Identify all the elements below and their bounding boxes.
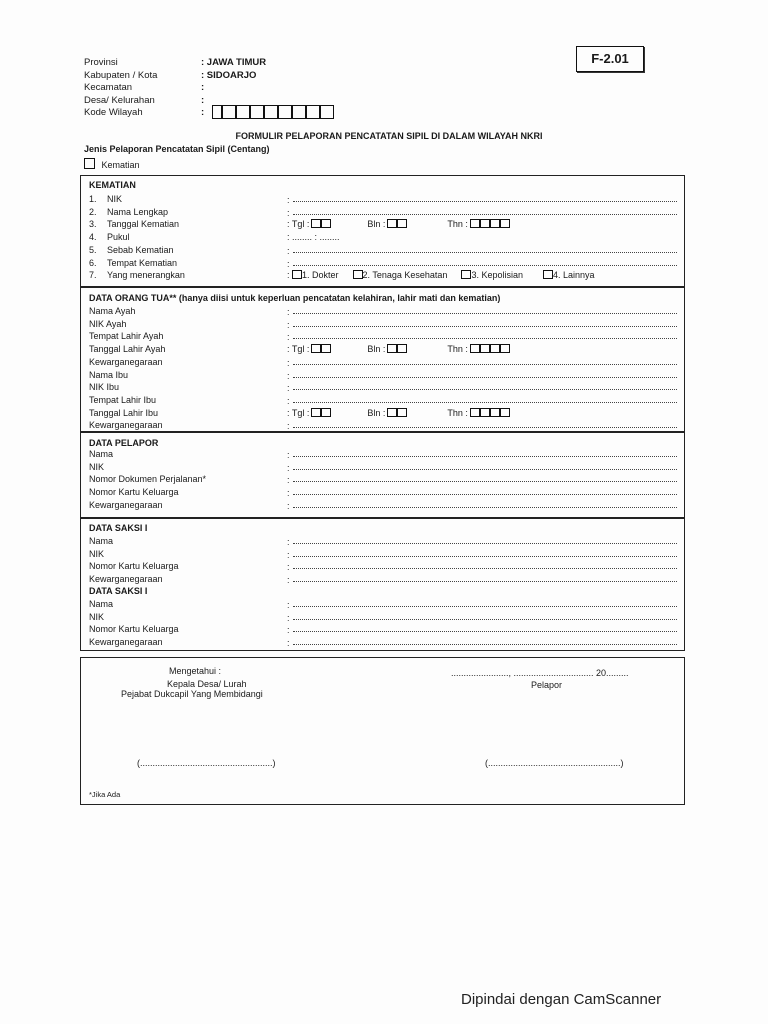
field-value[interactable]: :	[287, 206, 677, 220]
field-label: Kewarganegaraan	[89, 574, 163, 585]
field-label-text: Yang menerangkan	[107, 270, 185, 281]
field-label	[89, 257, 177, 270]
option-checkbox[interactable]	[461, 270, 471, 279]
bln-label: Bln :	[367, 407, 386, 418]
field-value[interactable]: :	[287, 535, 677, 549]
field-label: Kewarganegaraan	[89, 420, 163, 431]
kematian-checkbox[interactable]	[84, 158, 95, 169]
field-label: NIK	[89, 611, 105, 622]
kematian-checkbox-row[interactable]	[84, 158, 140, 170]
label-kode-wilayah: Kode Wilayah	[84, 107, 143, 118]
field-value[interactable]: :	[287, 448, 677, 462]
kode-wilayah-digit-box[interactable]	[292, 105, 306, 119]
fill-line[interactable]	[293, 369, 677, 378]
label-provinsi: Provinsi	[84, 57, 118, 68]
fill-line[interactable]	[293, 535, 677, 544]
fill-line[interactable]	[293, 598, 677, 607]
thn-boxes[interactable]	[470, 344, 510, 354]
fill-line[interactable]	[293, 381, 677, 390]
fill-line[interactable]	[293, 244, 677, 253]
field-label: NIK Ibu	[89, 382, 120, 393]
fill-line[interactable]	[293, 330, 677, 339]
kepala-desa-label: Kepala Desa/ Lurah	[167, 679, 247, 689]
field-label: Nomor Dokumen Perjalanan*	[89, 474, 207, 485]
value-desa: :	[201, 94, 205, 106]
tgl-label: : Tgl :	[287, 219, 310, 230]
field-label-text: Pukul	[107, 232, 130, 243]
field-value[interactable]	[287, 407, 510, 420]
kode-wilayah-digit-box[interactable]	[250, 105, 264, 119]
field-value[interactable]: :	[287, 330, 677, 344]
field-value[interactable]: :	[287, 257, 677, 271]
field-label	[89, 218, 179, 231]
option-label: 1. Dokter	[302, 270, 339, 281]
digit-box[interactable]	[387, 344, 397, 353]
jenis-pelaporan-label: Jenis Pelaporan Pencatatan Sipil (Centang)	[84, 144, 270, 154]
value-kabupaten: : SIDOARJO	[201, 69, 257, 81]
field-value[interactable]: :	[287, 573, 677, 587]
field-value[interactable]: : 1. Dokter 2. Tenaga Kesehatan 3. Kepolisian 4. Lainnya	[287, 270, 595, 281]
fill-line[interactable]	[293, 461, 677, 470]
fill-line[interactable]	[293, 356, 677, 365]
field-value[interactable]: :	[287, 461, 677, 475]
section-title: DATA ORANG TUA** (hanya diisi untuk keperluan pencatatan kelahiran, lahir mati dan kematian)	[89, 293, 501, 303]
field-value[interactable]: :	[287, 636, 677, 650]
digit-box[interactable]	[321, 408, 331, 417]
digit-box[interactable]	[397, 408, 407, 417]
field-number: 3.	[89, 219, 97, 230]
form-code: F-2.01	[576, 46, 644, 72]
field-value[interactable]: : ........ : ........	[287, 232, 340, 243]
thn-label: Thn :	[447, 344, 468, 355]
digit-box[interactable]	[470, 408, 480, 417]
thn-boxes[interactable]	[470, 408, 510, 418]
bln-boxes[interactable]	[387, 408, 407, 418]
field-label: Nomor Kartu Keluarga	[89, 561, 179, 572]
fill-line[interactable]	[293, 257, 677, 266]
fill-line[interactable]	[293, 394, 677, 403]
field-value[interactable]: :	[287, 499, 677, 513]
digit-box[interactable]	[500, 408, 510, 417]
option-label: 4. Lainnya	[553, 270, 595, 281]
digit-box[interactable]	[480, 408, 490, 417]
field-label: Nomor Kartu Keluarga	[89, 624, 179, 635]
date-line[interactable]: ......................., ................................ 20.........	[451, 668, 629, 678]
option-label: 3. Kepolisian	[471, 270, 523, 281]
left-signature-line[interactable]: (.....................................................)	[137, 758, 276, 768]
field-value[interactable]	[287, 343, 510, 356]
label-desa: Desa/ Kelurahan	[84, 94, 155, 106]
field-label-text: Tempat Kematian	[107, 257, 178, 268]
digit-box[interactable]	[480, 219, 490, 228]
label-kecamatan: Kecamatan	[84, 82, 133, 93]
fill-line[interactable]	[293, 548, 677, 557]
option-checkbox[interactable]	[353, 270, 363, 279]
fill-line[interactable]	[293, 473, 677, 482]
kode-wilayah-digit-box[interactable]	[264, 105, 278, 119]
field-label: Nama	[89, 599, 114, 609]
digit-box[interactable]	[490, 219, 500, 228]
fill-line[interactable]	[293, 636, 677, 645]
digit-box[interactable]	[321, 344, 331, 353]
thn-boxes[interactable]	[470, 219, 510, 229]
section-title: KEMATIAN	[89, 180, 136, 190]
option-label: 2. Tenaga Kesehatan	[362, 270, 448, 281]
digit-box[interactable]	[500, 344, 510, 353]
section-title-2: DATA SAKSI I	[89, 586, 148, 596]
fill-line[interactable]	[293, 486, 677, 495]
digit-box[interactable]	[480, 344, 490, 353]
kode-wilayah-digit-box[interactable]	[320, 105, 334, 119]
field-label	[89, 193, 122, 206]
field-value[interactable]: :	[287, 623, 677, 637]
footnote: *Jika Ada	[89, 790, 121, 799]
bln-label: Bln :	[367, 344, 386, 355]
tgl-boxes[interactable]	[311, 344, 331, 354]
kode-wilayah-digit-box[interactable]	[306, 105, 320, 119]
fill-line[interactable]	[293, 611, 677, 620]
thn-label: Thn :	[447, 407, 468, 418]
right-signature-line[interactable]: (.....................................................)	[485, 758, 624, 768]
field-label-text: NIK	[107, 194, 123, 204]
field-value[interactable]: :	[287, 560, 677, 574]
field-label	[89, 231, 130, 244]
section-kematian	[80, 175, 685, 287]
fill-line[interactable]	[293, 499, 677, 508]
section-title: DATA SAKSI I	[89, 523, 148, 533]
digit-box[interactable]	[311, 344, 321, 353]
field-value[interactable]: :	[287, 193, 677, 207]
digit-box[interactable]	[311, 408, 321, 417]
field-label	[89, 269, 185, 282]
field-label: NIK	[89, 548, 105, 559]
field-number: 1.	[89, 194, 97, 204]
kode-wilayah-digit-box[interactable]	[212, 105, 222, 119]
field-value[interactable]: :	[287, 369, 677, 383]
digit-box[interactable]	[470, 344, 480, 353]
field-value[interactable]: :	[287, 473, 677, 487]
form-title: FORMULIR PELAPORAN PENCATATAN SIPIL DI DALAM WILAYAH NKRI	[235, 131, 543, 141]
value-kecamatan: :	[201, 82, 205, 93]
field-label: Tempat Lahir Ayah	[89, 331, 164, 342]
field-number: 6.	[89, 257, 97, 268]
fill-line[interactable]	[293, 305, 677, 314]
digit-box[interactable]	[311, 219, 321, 228]
field-label: Tanggal Lahir Ayah	[89, 344, 166, 355]
field-label: Kewarganegaraan	[89, 637, 163, 648]
tgl-boxes[interactable]	[311, 408, 331, 418]
field-label: NIK Ayah	[89, 318, 127, 329]
digit-box[interactable]	[470, 219, 480, 228]
field-value[interactable]: :	[287, 394, 677, 408]
option-checkbox[interactable]	[292, 270, 302, 279]
field-number: 7.	[89, 270, 97, 281]
field-label	[89, 206, 168, 219]
field-label: Nama	[89, 449, 114, 459]
section-title: DATA PELAPOR	[89, 438, 159, 448]
mengetahui-label: Mengetahui :	[169, 666, 222, 676]
field-label: Tanggal Lahir Ibu	[89, 407, 159, 418]
digit-box[interactable]	[397, 219, 407, 228]
fill-line[interactable]	[293, 560, 677, 569]
field-value[interactable]: :	[287, 598, 677, 612]
digit-box[interactable]	[490, 344, 500, 353]
field-label: Nama Ibu	[89, 369, 129, 380]
field-value[interactable]: :	[287, 548, 677, 562]
fill-line[interactable]	[293, 573, 677, 582]
tgl-boxes[interactable]	[311, 219, 331, 229]
field-value[interactable]: :	[287, 244, 677, 258]
kode-wilayah-digit-box[interactable]	[222, 105, 236, 119]
field-value[interactable]: :	[287, 486, 677, 500]
field-label: Nama Ayah	[89, 306, 136, 316]
section-orang-tua	[80, 287, 685, 432]
bln-label: Bln :	[367, 219, 386, 230]
digit-box[interactable]	[397, 344, 407, 353]
fill-line[interactable]	[293, 448, 677, 457]
camscanner-watermark: Dipindai dengan CamScanner	[461, 991, 662, 1008]
field-label: Kewarganegaraan	[89, 356, 163, 367]
field-label: NIK	[89, 461, 105, 472]
field-label-text: Sebab Kematian	[107, 244, 174, 255]
field-number: 2.	[89, 206, 97, 217]
digit-box[interactable]	[490, 408, 500, 417]
tgl-label: : Tgl :	[287, 344, 310, 355]
fill-line[interactable]	[293, 419, 677, 428]
digit-box[interactable]	[500, 219, 510, 228]
digit-box[interactable]	[387, 408, 397, 417]
section-pelapor	[80, 432, 685, 518]
thn-label: Thn :	[447, 219, 468, 230]
field-label: Tempat Lahir Ibu	[89, 394, 157, 405]
pejabat-label: Pejabat Dukcapil Yang Membidangi	[121, 689, 263, 699]
field-label-text: Tanggal Kematian	[107, 219, 180, 230]
field-value[interactable]	[287, 218, 510, 231]
field-number: 5.	[89, 244, 97, 255]
fill-line[interactable]	[293, 318, 677, 327]
kode-wilayah-digit-box[interactable]	[278, 105, 292, 119]
fill-line[interactable]	[293, 623, 677, 632]
label-kabupaten: Kabupaten / Kota	[84, 69, 158, 81]
field-label: Kewarganegaraan	[89, 499, 163, 510]
field-label: Nama	[89, 536, 114, 546]
section-signature	[80, 657, 685, 805]
bln-boxes[interactable]	[387, 219, 407, 229]
fill-line[interactable]	[293, 206, 677, 215]
value-kode-wilayah: :	[201, 107, 205, 118]
value-provinsi: : JAWA TIMUR	[201, 57, 267, 68]
kode-wilayah-digit-box[interactable]	[236, 105, 250, 119]
pelapor-label: Pelapor	[531, 680, 563, 690]
field-value[interactable]: :	[287, 318, 677, 332]
field-value[interactable]: :	[287, 305, 677, 319]
field-number: 4.	[89, 232, 97, 243]
field-label	[89, 244, 174, 257]
field-value[interactable]: :	[287, 381, 677, 395]
kematian-checkbox-label: Kematian	[101, 160, 140, 170]
digit-box[interactable]	[387, 219, 397, 228]
field-value[interactable]: :	[287, 611, 677, 625]
field-value[interactable]: :	[287, 419, 677, 433]
header-labels	[84, 57, 157, 120]
section-saksi	[80, 518, 685, 651]
bln-boxes[interactable]	[387, 344, 407, 354]
fill-line[interactable]	[293, 193, 677, 202]
tgl-label: : Tgl :	[287, 407, 310, 418]
field-value[interactable]: :	[287, 356, 677, 370]
field-label: Nomor Kartu Keluarga	[89, 487, 179, 498]
digit-box[interactable]	[321, 219, 331, 228]
field-label-text: Nama Lengkap	[107, 206, 169, 217]
option-checkbox[interactable]	[543, 270, 553, 279]
